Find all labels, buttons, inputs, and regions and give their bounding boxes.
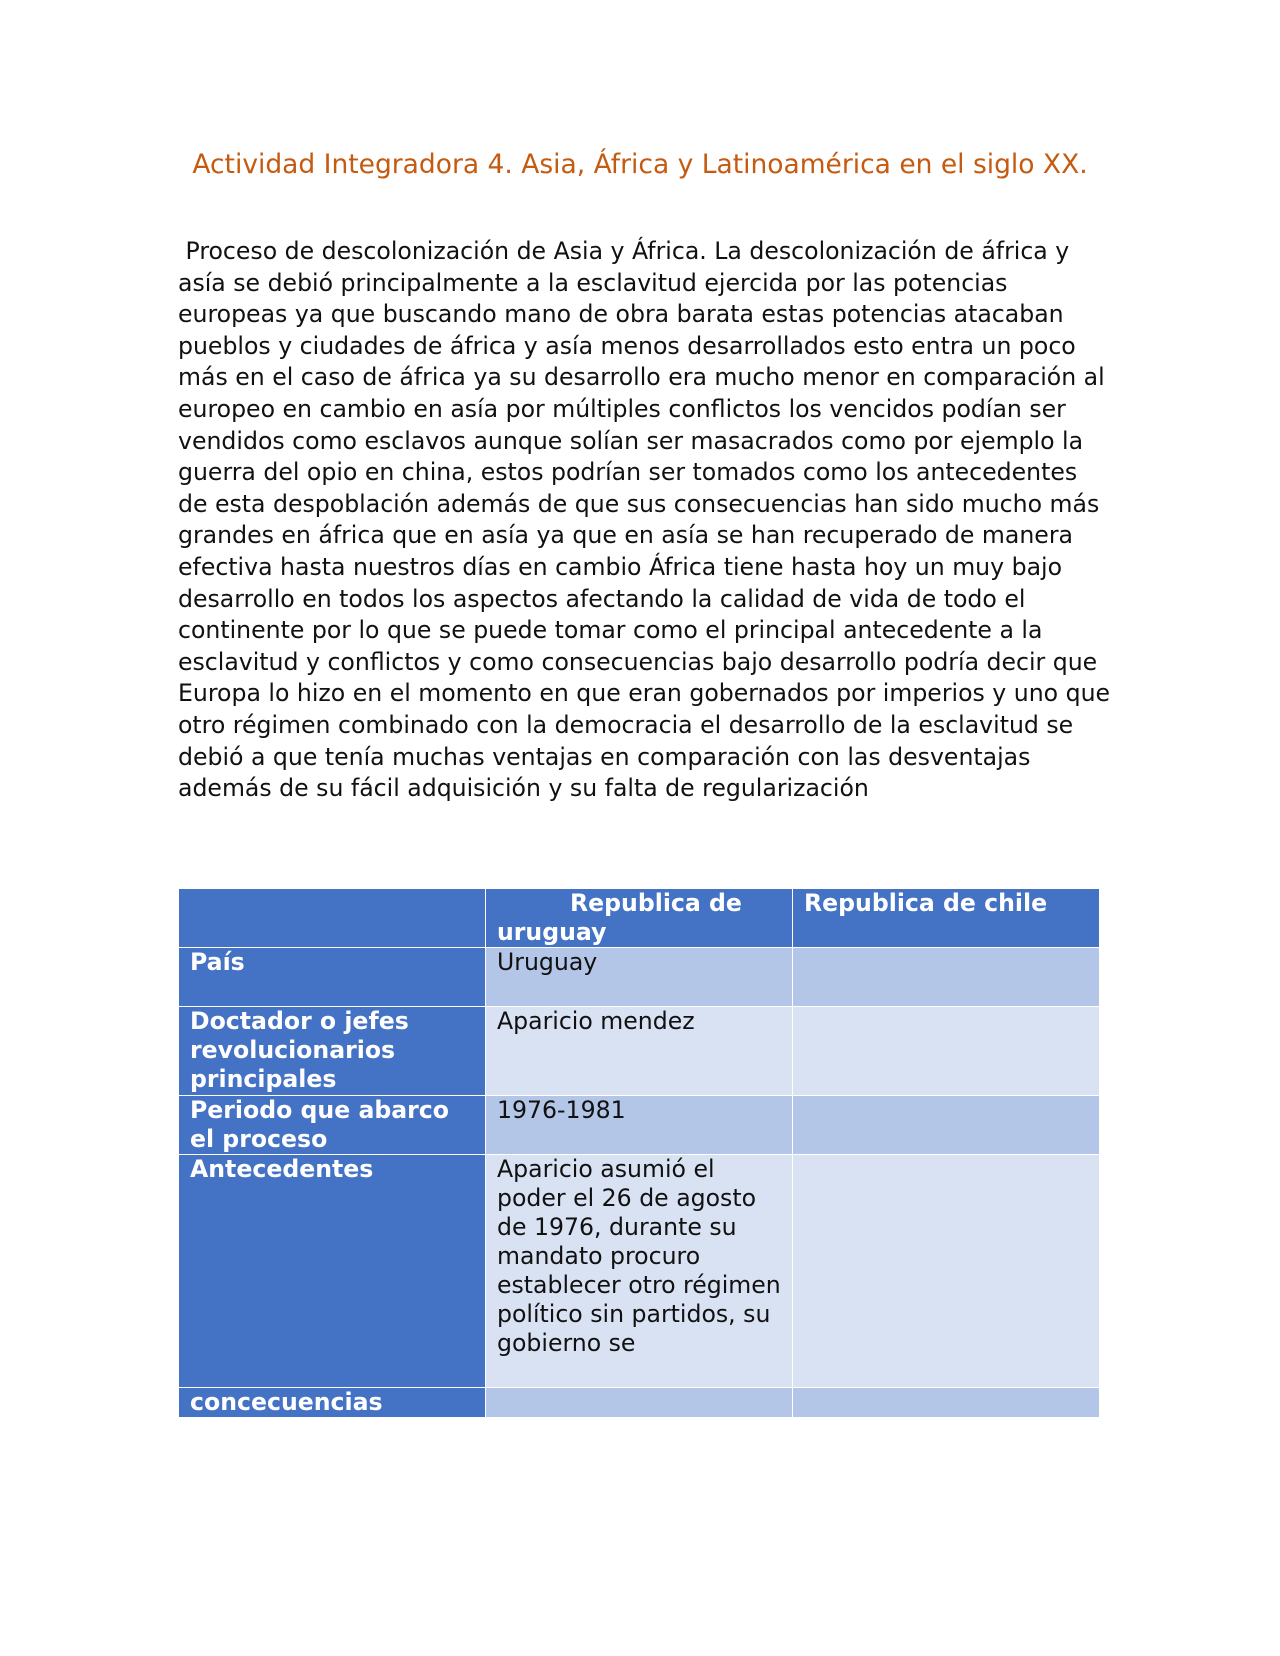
cell-chile <box>793 1155 1100 1388</box>
table-row <box>179 948 1100 1007</box>
row-label: Antecedentes <box>179 1155 486 1388</box>
table-header-uruguay: Republica de uruguay <box>486 889 793 948</box>
cell-uruguay: Aparicio asumió el poder el 26 de agosto de 1976, durante su mandato procuro establecer otro régimen político sin partidos, su gobierno se <box>486 1155 793 1388</box>
table-row <box>179 1096 1100 1155</box>
body-paragraph: Proceso de descolonización de Asia y África. La descolonización de áfrica y asía se debió principalmente a la esclavitud ejercida por las potencias europeas ya que buscando mano de obra barata estas potencias atacaban pueblos y ciudades de áfrica y asía menos desarrollados esto entra un poco más en el caso de áfrica ya su desarrollo era mucho menor en comparación al europeo en cambio en asía por múltiples conflictos los vencidos podían ser vendidos como esclavos aunque solían ser masacrados como por ejemplo la guerra del opio en china, estos podrían ser tomados como los antecedentes de esta despoblación además de que sus consecuencias han sido mucho más grandes en áfrica que en asía ya que en asía se han recuperado de manera efectiva hasta nuestros días en cambio África tiene hasta hoy un muy bajo desarrollo en todos los aspectos afectando la calidad de vida de todo el continente por lo que se puede tomar como el principal antecedente a la esclavitud y conflictos y como consecuencias bajo desarrollo podría decir que Europa lo hizo en el momento en que eran gobernados por imperios y uno que otro régimen combinado con la democracia el desarrollo de la esclavitud se debió a que tenía muchas ventajas en comparación con las desventajas además de su fácil adquisición y su falta de regularización <box>178 237 1118 803</box>
comparison-table <box>178 888 1100 1418</box>
table-row <box>179 1155 1100 1388</box>
table-header-chile: Republica de chile <box>793 889 1100 948</box>
table-row <box>179 1388 1100 1418</box>
table-header-row <box>179 889 1100 948</box>
cell-uruguay: Aparicio mendez <box>486 1007 793 1096</box>
cell-chile <box>793 948 1100 1007</box>
cell-chile <box>793 1007 1100 1096</box>
cell-chile <box>793 1388 1100 1418</box>
row-label: Doctador o jefes revolucionarios principales <box>179 1007 486 1096</box>
row-label: concecuencias <box>179 1388 486 1418</box>
row-label: País <box>179 948 486 1007</box>
table-header-empty <box>179 889 486 948</box>
cell-uruguay: 1976-1981 <box>486 1096 793 1155</box>
cell-uruguay <box>486 1388 793 1418</box>
table-row <box>179 1007 1100 1096</box>
cell-uruguay: Uruguay <box>486 948 793 1007</box>
document-title: Actividad Integradora 4. Asia, África y Latinoamérica en el siglo XX. <box>192 149 1088 180</box>
row-label: Periodo que abarco el proceso <box>179 1096 486 1155</box>
cell-chile <box>793 1096 1100 1155</box>
